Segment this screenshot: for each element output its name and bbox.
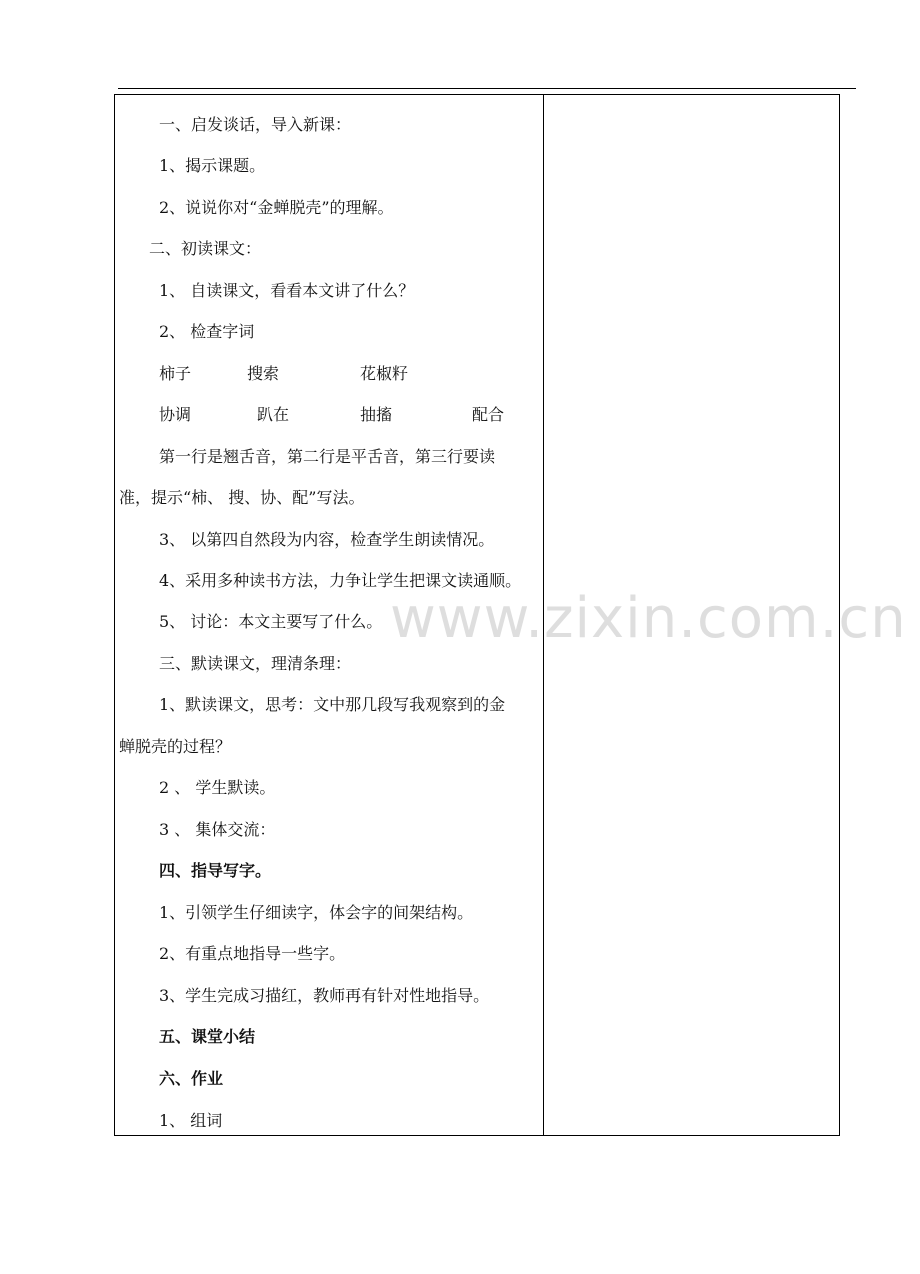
text-line: 3 、 集体交流： — [159, 820, 276, 839]
text-line: 4、采用多种读书方法，力争让学生把课文读通顺。 — [159, 571, 522, 590]
text-line: 1、默读课文，思考：文中那几段写我观察到的金 — [159, 695, 506, 714]
section-heading-6: 六、作业 — [159, 1069, 224, 1088]
word-item: 抽搐 — [360, 405, 393, 424]
text-line: 1、揭示课题。 — [159, 156, 266, 175]
word-item: 搜索 — [247, 364, 280, 383]
text-line: 3、 以第四自然段为内容，检查学生朗读情况。 — [159, 530, 495, 549]
word-item: 花椒籽 — [360, 364, 409, 383]
text-line: 5、 讨论：本文主要写了什么。 — [159, 612, 383, 631]
section-heading-5: 五、课堂小结 — [159, 1027, 256, 1046]
header-rule — [118, 88, 856, 89]
text-line: 2、 检查字词 — [159, 322, 255, 341]
text-line: 2 、 学生默读。 — [159, 778, 276, 797]
text-line: 3、学生完成习描红，教师再有针对性地指导。 — [159, 986, 490, 1005]
section-heading-1: 一、启发谈话，导入新课： — [159, 115, 352, 134]
text-line: 2、说说你对“金蝉脱壳”的理解。 — [159, 198, 394, 217]
section-heading-3: 三、默读课文，理清条理： — [159, 654, 352, 673]
section-heading-2: 二、初读课文： — [149, 239, 262, 258]
text-line: 蝉脱壳的过程？ — [119, 737, 232, 756]
watermark: www.zixin.com.cn — [390, 586, 907, 651]
text-line: 1、 组词 — [159, 1111, 223, 1130]
word-item: 配合 — [472, 405, 505, 424]
text-line: 1、引领学生仔细读字，体会字的间架结构。 — [159, 903, 474, 922]
text-line: 1、 自读课文，看看本文讲了什么？ — [159, 281, 415, 300]
word-item: 趴在 — [257, 405, 290, 424]
word-item: 柿子 — [159, 364, 192, 383]
text-line: 2、有重点地指导一些字。 — [159, 944, 346, 963]
text-line: 准，提示“柿、 搜、协、配”写法。 — [119, 488, 365, 507]
section-heading-4: 四、指导写字。 — [159, 861, 272, 880]
text-line: 第一行是翘舌音，第二行是平舌音，第三行要读 — [159, 447, 496, 466]
word-item: 协调 — [159, 405, 192, 424]
